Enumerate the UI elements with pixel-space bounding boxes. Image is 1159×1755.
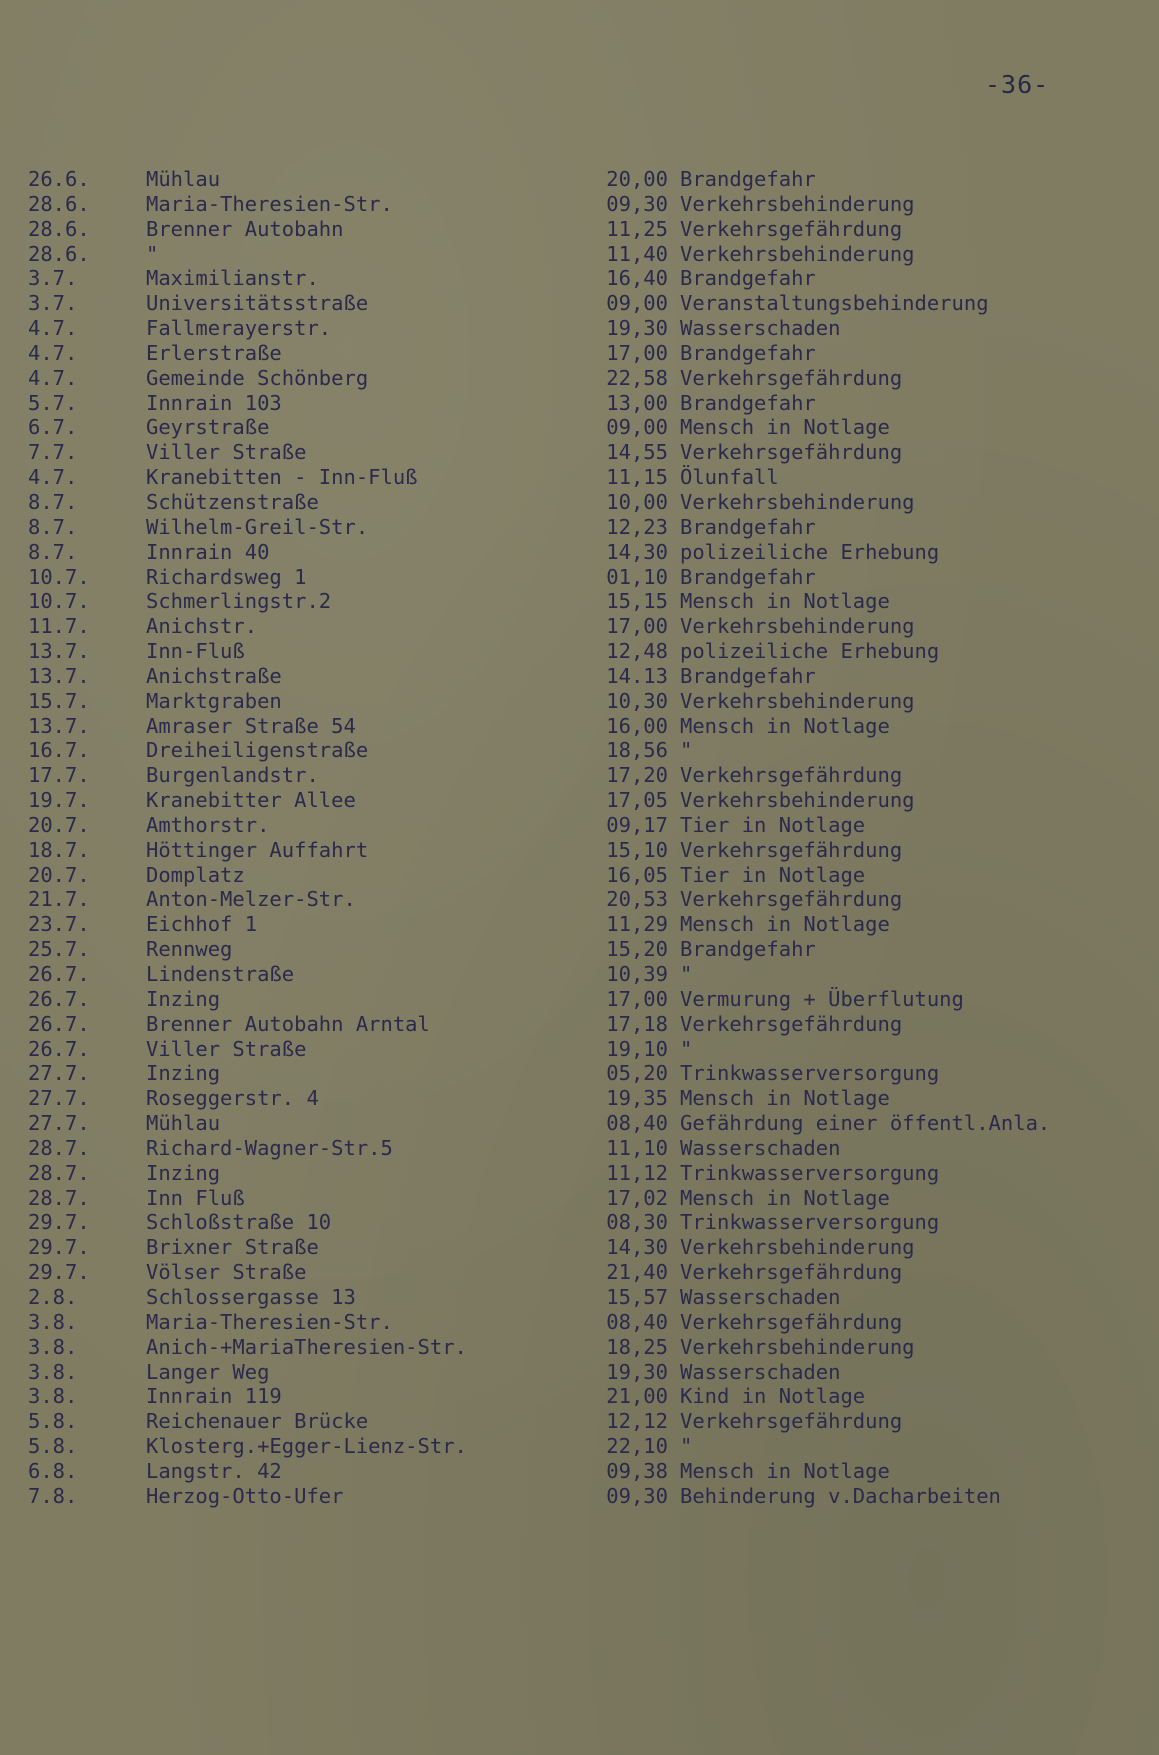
entry-time: 18,25 [606,1334,668,1359]
entry-type: Tier in Notlage [680,862,866,887]
entry-time: 21,00 [606,1384,668,1409]
entry-date: 5.8. [28,1409,78,1434]
list-item [0,1260,1159,1285]
entry-date: 29.7. [28,1260,90,1285]
entry-location: Geyrstraße [146,415,270,440]
entry-type: Verkehrsbehinderung [680,788,915,813]
list-item [0,1285,1159,1310]
entry-location: Langstr. 42 [146,1458,282,1483]
entry-location: Inn-Fluß [146,639,245,664]
entry-type: Verkehrsgefährdung [680,1309,903,1334]
entry-date: 13.7. [28,713,90,738]
entry-date: 28.7. [28,1135,90,1160]
entry-time: 10,39 [606,962,668,986]
entry-type: " [680,1036,693,1061]
entry-location: Eichhof 1 [146,912,258,937]
entry-date: 19.7. [28,788,90,813]
entry-time: 12,23 [606,514,668,539]
list-item [0,1061,1159,1086]
entry-date: 27.7. [28,1111,90,1136]
entry-location: Schloßstraße 10 [146,1210,332,1235]
entry-time: 08,40 [606,1111,668,1136]
list-item [0,391,1159,416]
list-item [0,838,1159,863]
entry-location: Maria-Theresien-Str. [146,1309,393,1334]
entry-time: 20,53 [606,887,668,912]
list-item [0,689,1159,714]
entry-time: 17,20 [606,763,668,788]
list-item [0,664,1159,689]
entry-location: Mühlau [146,1111,221,1136]
entry-type: Mensch in Notlage [680,1185,890,1210]
entry-type: Verkehrsgefährdung [680,365,903,390]
entry-time: 11,12 [606,1160,668,1185]
entry-type: Mensch in Notlage [680,713,890,738]
entry-time: 17,18 [606,1011,668,1036]
entry-type: Verkehrsgefährdung [680,763,903,788]
list-item [0,192,1159,217]
entry-time: 19,30 [606,316,668,341]
entry-type: " [680,738,693,763]
entry-date: 27.7. [28,1086,90,1111]
list-item [0,1037,1159,1062]
entry-date: 2.8. [28,1284,78,1309]
entry-time: 20,00 [606,167,668,191]
entry-location: Viller Straße [146,440,307,465]
entry-type: Tier in Notlage [680,812,866,837]
list-item [0,490,1159,515]
entry-time: 11,15 [606,465,668,490]
entry-time: 09,30 [606,191,668,216]
list-item [0,788,1159,813]
entry-type: Brandgefahr [680,266,816,291]
list-item [0,366,1159,391]
entry-location: Rennweg [146,937,233,962]
entry-location: Burgenlandstr. [146,763,319,788]
entry-time: 13,00 [606,390,668,415]
entry-location: Mühlau [146,167,221,191]
entry-type: " [680,1434,693,1459]
entry-type: Verkehrsbehinderung [680,489,915,514]
entry-location: Lindenstraße [146,962,295,986]
entry-location: Dreiheiligenstraße [146,738,369,763]
entry-date: 13.7. [28,639,90,664]
list-item [0,1310,1159,1335]
entry-date: 28.6. [28,216,90,241]
entry-date: 26.7. [28,1011,90,1036]
entry-date: 6.7. [28,415,78,440]
entry-type: Brandgefahr [680,167,816,191]
list-item [0,1384,1159,1409]
entry-time: 09,17 [606,812,668,837]
entry-time: 17,00 [606,614,668,639]
entry-date: 21.7. [28,887,90,912]
list-item [0,540,1159,565]
entry-date: 28.7. [28,1185,90,1210]
list-item [0,1086,1159,1111]
incident-list [0,167,1159,1509]
entry-type: Verkehrsgefährdung [680,887,903,912]
list-item [0,565,1159,590]
list-item [0,589,1159,614]
entry-date: 26.7. [28,962,90,986]
entry-time: 14,30 [606,1235,668,1260]
entry-type: Verkehrsbehinderung [680,241,915,266]
entry-date: 3.8. [28,1309,78,1334]
entry-time: 18,56 [606,738,668,763]
entry-type: Verkehrsgefährdung [680,440,903,465]
entry-date: 8.7. [28,539,78,564]
list-item [0,316,1159,341]
entry-time: 10,30 [606,688,668,713]
entry-type: Verkehrsgefährdung [680,1409,903,1434]
entry-time: 12,48 [606,639,668,664]
list-item [0,1186,1159,1211]
entry-type: Trinkwasserversorgung [680,1210,940,1235]
entry-time: 11,40 [606,241,668,266]
entry-type: Verkehrsgefährdung [680,216,903,241]
entry-type: Mensch in Notlage [680,589,890,614]
page-number: -36- [985,70,1050,99]
list-item [0,1012,1159,1037]
entry-date: 8.7. [28,514,78,539]
entry-type: Verkehrsbehinderung [680,688,915,713]
entry-type: Verkehrsbehinderung [680,1334,915,1359]
entry-time: 11,10 [606,1135,668,1160]
entry-time: 19,35 [606,1086,668,1111]
entry-time: 09,30 [606,1483,668,1508]
entry-type: polizeiliche Erhebung [680,639,940,664]
entry-type: Mensch in Notlage [680,415,890,440]
entry-type: Trinkwasserversorgung [680,1061,940,1086]
entry-time: 17,05 [606,788,668,813]
entry-location: Brenner Autobahn [146,216,344,241]
list-item [0,167,1159,192]
list-item [0,1235,1159,1260]
list-item [0,242,1159,267]
entry-type: Gefährdung einer öffentl.Anla. [680,1111,1051,1136]
entry-time: 16,40 [606,266,668,291]
entry-date: 25.7. [28,937,90,962]
entry-time: 14.13 [606,663,668,688]
entry-location: Fallmerayerstr. [146,316,332,341]
list-item [0,465,1159,490]
list-item [0,639,1159,664]
list-item [0,813,1159,838]
entry-type: Wasserschaden [680,316,841,341]
entry-time: 09,00 [606,291,668,316]
entry-time: 12,12 [606,1409,668,1434]
list-item [0,1360,1159,1385]
list-item [0,1484,1159,1509]
list-item [0,440,1159,465]
entry-date: 17.7. [28,763,90,788]
entry-time: 11,25 [606,216,668,241]
entry-type: " [680,962,693,986]
entry-location: Richardsweg 1 [146,564,307,589]
list-item [0,937,1159,962]
entry-type: Wasserschaden [680,1135,841,1160]
list-item [0,863,1159,888]
entry-date: 15.7. [28,688,90,713]
entry-location: Reichenauer Brücke [146,1409,369,1434]
entry-type: Brandgefahr [680,340,816,365]
entry-type: Brandgefahr [680,564,816,589]
entry-type: Brandgefahr [680,514,816,539]
list-item [0,987,1159,1012]
entry-time: 05,20 [606,1061,668,1086]
list-item [0,341,1159,366]
entry-type: Ölunfall [680,465,779,490]
entry-location: Langer Weg [146,1359,270,1384]
entry-date: 20.7. [28,812,90,837]
entry-date: 27.7. [28,1061,90,1086]
entry-location: Kranebitten - Inn-Fluß [146,465,418,490]
entry-date: 3.7. [28,266,78,291]
entry-type: Verkehrsbehinderung [680,1235,915,1260]
entry-time: 08,40 [606,1309,668,1334]
list-item [0,266,1159,291]
entry-location: Maximilianstr. [146,266,319,291]
entry-type: Mensch in Notlage [680,912,890,937]
entry-time: 22,10 [606,1434,668,1459]
list-item [0,415,1159,440]
entry-type: Verkehrsbehinderung [680,191,915,216]
entry-type: Wasserschaden [680,1284,841,1309]
entry-date: 23.7. [28,912,90,937]
entry-location: Maria-Theresien-Str. [146,191,393,216]
entry-location: Inn Fluß [146,1185,245,1210]
list-item [0,763,1159,788]
entry-location: Höttinger Auffahrt [146,837,369,862]
list-item [0,714,1159,739]
entry-date: 10.7. [28,564,90,589]
entry-location: Innrain 119 [146,1384,282,1409]
entry-type: Kind in Notlage [680,1384,866,1409]
entry-date: 4.7. [28,365,78,390]
entry-time: 17,00 [606,986,668,1011]
entry-type: Verkehrsbehinderung [680,614,915,639]
entry-date: 20.7. [28,862,90,887]
entry-date: 3.8. [28,1334,78,1359]
entry-type: Veranstaltungsbehinderung [680,291,989,316]
entry-date: 26.6. [28,167,90,191]
entry-date: 28.6. [28,191,90,216]
list-item [0,887,1159,912]
list-item [0,1210,1159,1235]
entry-date: 29.7. [28,1235,90,1260]
list-item [0,1409,1159,1434]
entry-date: 18.7. [28,837,90,862]
entry-date: 4.7. [28,465,78,490]
entry-date: 7.8. [28,1483,78,1508]
entry-location: Viller Straße [146,1036,307,1061]
list-item [0,1111,1159,1136]
entry-type: Vermurung + Überflutung [680,986,964,1011]
entry-date: 28.6. [28,241,90,266]
entry-location: Amthorstr. [146,812,270,837]
entry-time: 15,20 [606,937,668,962]
entry-date: 28.7. [28,1160,90,1185]
entry-date: 5.7. [28,390,78,415]
entry-type: Wasserschaden [680,1359,841,1384]
entry-location: Inzing [146,1160,221,1185]
entry-date: 11.7. [28,614,90,639]
entry-type: Trinkwasserversorgung [680,1160,940,1185]
list-item [0,738,1159,763]
entry-date: 3.8. [28,1359,78,1384]
entry-date: 4.7. [28,316,78,341]
entry-location: Gemeinde Schönberg [146,365,369,390]
entry-time: 09,38 [606,1458,668,1483]
entry-date: 29.7. [28,1210,90,1235]
list-item [0,1335,1159,1360]
entry-location: Marktgraben [146,688,282,713]
entry-date: 16.7. [28,738,90,763]
entry-time: 22,58 [606,365,668,390]
list-item [0,962,1159,987]
entry-date: 6.8. [28,1458,78,1483]
entry-location: Schützenstraße [146,489,319,514]
list-item [0,217,1159,242]
entry-location: Inzing [146,1061,221,1086]
entry-time: 16,00 [606,713,668,738]
entry-date: 3.7. [28,291,78,316]
entry-time: 10,00 [606,489,668,514]
entry-type: Mensch in Notlage [680,1086,890,1111]
entry-location: Brixner Straße [146,1235,319,1260]
list-item [0,515,1159,540]
entry-time: 16,05 [606,862,668,887]
entry-location: Herzog-Otto-Ufer [146,1483,344,1508]
entry-time: 11,29 [606,912,668,937]
entry-location: Schmerlingstr.2 [146,589,332,614]
entry-location: Innrain 40 [146,539,270,564]
entry-location: Anichstr. [146,614,258,639]
entry-location: Inzing [146,986,221,1011]
entry-type: Mensch in Notlage [680,1458,890,1483]
list-item [0,1161,1159,1186]
entry-date: 7.7. [28,440,78,465]
entry-location: Völser Straße [146,1260,307,1285]
entry-time: 09,00 [606,415,668,440]
entry-date: 8.7. [28,489,78,514]
entry-type: Brandgefahr [680,937,816,962]
entry-time: 15,15 [606,589,668,614]
entry-location: Innrain 103 [146,390,282,415]
entry-location: Anton-Melzer-Str. [146,887,356,912]
entry-time: 08,30 [606,1210,668,1235]
list-item [0,291,1159,316]
entry-location: Anich-+MariaTheresien-Str. [146,1334,467,1359]
entry-time: 15,57 [606,1284,668,1309]
entry-time: 19,30 [606,1359,668,1384]
entry-date: 26.7. [28,1036,90,1061]
entry-time: 14,30 [606,539,668,564]
entry-date: 26.7. [28,986,90,1011]
list-item [0,1136,1159,1161]
entry-time: 17,02 [606,1185,668,1210]
entry-date: 10.7. [28,589,90,614]
entry-type: Brandgefahr [680,390,816,415]
entry-time: 14,55 [606,440,668,465]
entry-location: Universitätsstraße [146,291,369,316]
entry-location: Klosterg.+Egger-Lienz-Str. [146,1434,467,1459]
entry-time: 21,40 [606,1260,668,1285]
entry-type: polizeiliche Erhebung [680,539,940,564]
entry-location: Domplatz [146,862,245,887]
entry-location: Kranebitter Allee [146,788,356,813]
entry-time: 01,10 [606,564,668,589]
entry-location: Amraser Straße 54 [146,713,356,738]
entry-type: Verkehrsgefährdung [680,837,903,862]
entry-time: 19,10 [606,1036,668,1061]
entry-date: 5.8. [28,1434,78,1459]
entry-time: 17,00 [606,340,668,365]
entry-date: 13.7. [28,663,90,688]
entry-time: 15,10 [606,837,668,862]
entry-date: 4.7. [28,340,78,365]
entry-location: Anichstraße [146,663,282,688]
entry-type: Behinderung v.Dacharbeiten [680,1483,1001,1508]
entry-location: Wilhelm-Greil-Str. [146,514,369,539]
entry-type: Verkehrsgefährdung [680,1011,903,1036]
list-item [0,912,1159,937]
entry-location: Brenner Autobahn Arntal [146,1011,430,1036]
list-item [0,1459,1159,1484]
entry-date: 3.8. [28,1384,78,1409]
entry-type: Brandgefahr [680,663,816,688]
list-item [0,614,1159,639]
entry-location: Richard-Wagner-Str.5 [146,1135,393,1160]
list-item [0,1434,1159,1459]
entry-location: Schlossergasse 13 [146,1284,356,1309]
entry-location: Roseggerstr. 4 [146,1086,319,1111]
entry-location: Erlerstraße [146,340,282,365]
entry-type: Verkehrsgefährdung [680,1260,903,1285]
entry-location: " [146,241,159,266]
